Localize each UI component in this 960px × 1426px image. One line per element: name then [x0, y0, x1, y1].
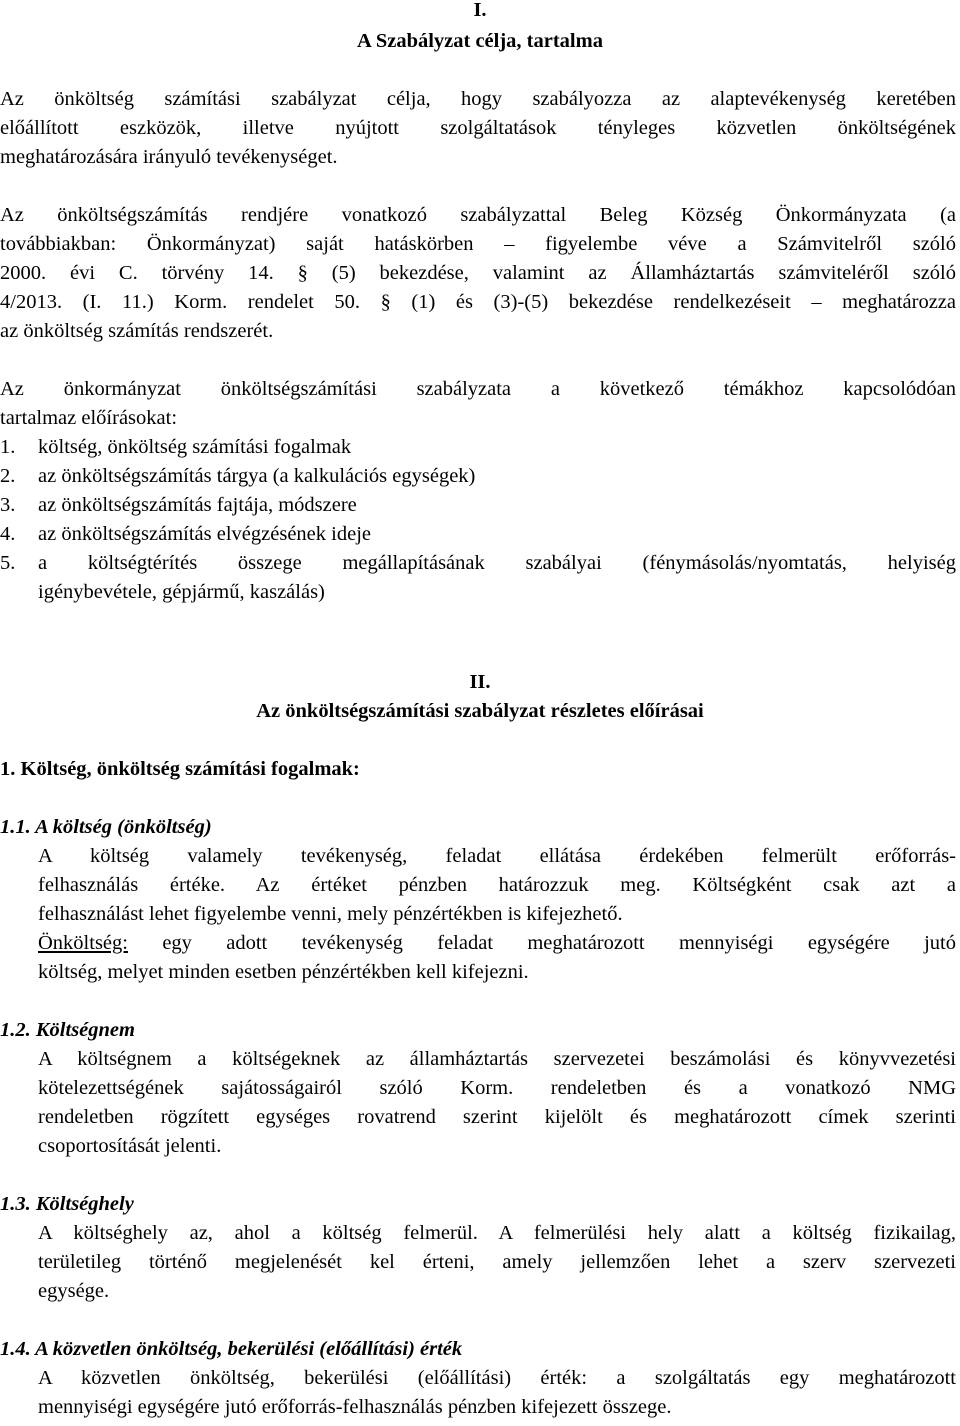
subsection-heading: 1.1. A költség (önköltség): [0, 816, 212, 838]
paragraph-line: Az önkormányzat önköltségszámítási szabályzata a következő témákhoz kapcsolódóan: [0, 378, 956, 400]
paragraph-line: költség, melyet minden esetben pénzértékben kell kifejezni.: [38, 961, 529, 983]
list-item: [0, 549, 956, 578]
defined-term: Önköltség:: [38, 932, 128, 954]
paragraph-line: előállított eszközök, illetve nyújtott szolgáltatások tényleges közvetlen önköltségének: [0, 117, 956, 139]
list-text: az önköltségszámítás fajtája, módszere: [38, 494, 357, 516]
list-number: 5.: [0, 552, 16, 574]
paragraph-line: 2000. évi C. törvény 14. § (5) bekezdése, valamint az Államháztartás számviteléről szóló: [0, 262, 956, 284]
list-text: a költségtérítés összege megállapításának szabályai (fénymásolás/nyomtatás, helyiség: [38, 552, 956, 574]
paragraph-line: az önköltség számítás rendszerét.: [0, 320, 274, 342]
list-item: [0, 520, 371, 549]
paragraph-line: 4/2013. (I. 11.) Korm. rendelet 50. § (1) és (3)-(5) bekezdése rendelkezéseit – meghatározza: [0, 291, 956, 313]
paragraph-line: továbbiakban: Önkormányzat) saját hatáskörben – figyelembe véve a Számvitelről szóló: [0, 233, 956, 255]
paragraph-line: területileg történő megjelenését kel érteni, amely jellemzően lehet a szerv szervezeti: [38, 1251, 956, 1273]
definition-text: egy adott tevékenység feladat meghatározott mennyiségi egységére jutó: [127, 932, 956, 954]
list-item: [0, 491, 357, 520]
list-text: az önköltségszámítás tárgya (a kalkulációs egységek): [38, 465, 476, 487]
paragraph-line: A költséghely az, ahol a költség felmerül. A felmerülési hely alatt a költség fizikailag,: [38, 1222, 956, 1244]
subsection-number: 1.3.: [0, 1193, 31, 1215]
definition-line: [38, 929, 956, 958]
paragraph-line: meghatározására irányuló tevékenységet.: [0, 146, 338, 168]
subsection-title: Költséghely: [35, 1193, 134, 1215]
section-title: Az önköltségszámítási szabályzat részletes előírásai: [256, 700, 704, 722]
paragraph-line: Az önköltség számítási szabályzat célja, hogy szabályozza az alaptevékenység keretében: [0, 88, 956, 110]
chapter-subtitle: 1. Költség, önköltség számítási fogalmak:: [0, 758, 360, 780]
list-text: költség, önköltség számítási fogalmak: [38, 436, 352, 458]
subsection-heading: [0, 1190, 134, 1219]
subsection-number: 1.2.: [0, 1019, 31, 1041]
list-number: 2.: [0, 465, 16, 487]
paragraph-line: A költségnem a költségeknek az államháztartás szervezetei beszámolási és könyvvezetési: [38, 1048, 956, 1070]
paragraph-line: tartalmaz előírásokat:: [0, 407, 178, 429]
section-title: A Szabályzat célja, tartalma: [357, 30, 603, 52]
section-numeral: II.: [469, 671, 491, 693]
paragraph-line: csoportosítását jelenti.: [38, 1135, 222, 1157]
list-text: az önköltségszámítás elvégzésének ideje: [38, 523, 371, 545]
paragraph-line: egysége.: [38, 1280, 110, 1302]
paragraph-line: A közvetlen önköltség, bekerülési (előállítási) érték: a szolgáltatás egy meghatározott: [38, 1367, 956, 1389]
subsection-title: Költségnem: [35, 1019, 135, 1041]
paragraph-line: A költség valamely tevékenység, feladat ellátása érdekében felmerült erőforrás-: [38, 845, 956, 867]
list-item: [0, 462, 475, 491]
paragraph-line: Az önköltségszámítás rendjére vonatkozó szabályzattal Beleg Község Önkormányzata (a: [0, 204, 956, 226]
list-number: 1.: [0, 436, 16, 458]
paragraph-line: felhasználás értéke. Az értéket pénzben határozzuk meg. Költségként csak azt a: [38, 874, 956, 896]
list-number: 4.: [0, 523, 16, 545]
section-numeral: I.: [473, 0, 487, 21]
list-item: [0, 433, 351, 462]
list-number: 3.: [0, 494, 16, 516]
subsection-heading: 1.4. A közvetlen önköltség, bekerülési (előállítási) érték: [0, 1338, 463, 1360]
list-item-continuation: igénybevétele, gépjármű, kaszálás): [38, 581, 325, 603]
paragraph-line: rendeletben rögzített egységes rovatrend szerint kijelölt és meghatározott címek szerinti: [38, 1106, 956, 1128]
subsection-heading: [0, 1016, 135, 1045]
paragraph-line: kötelezettségének sajátosságairól szóló Korm. rendeletben és a vonatkozó NMG: [38, 1077, 956, 1099]
paragraph-line: mennyiségi egységére jutó erőforrás-felhasználás pénzben kifejezett összege.: [38, 1396, 672, 1418]
paragraph-line: felhasználást lehet figyelembe venni, mely pénzértékben is kifejezhető.: [38, 903, 623, 925]
